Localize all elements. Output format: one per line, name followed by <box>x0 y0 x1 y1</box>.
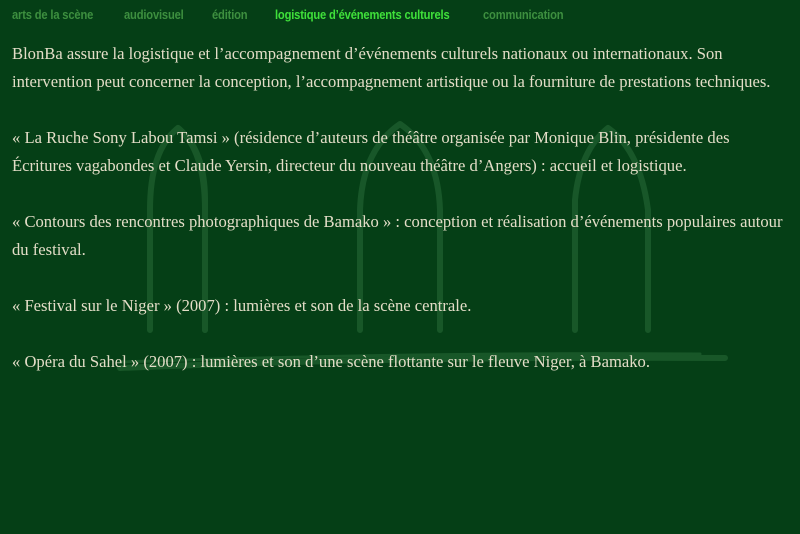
nav-item-logistique-evenements-culturels[interactable]: logistique d’événements culturels <box>275 7 450 22</box>
nav-item-arts-de-la-scene[interactable]: arts de la scène <box>12 7 94 22</box>
nav-item-edition[interactable]: édition <box>212 7 248 22</box>
event-item-opera-du-sahel: « Opéra du Sahel » (2007) : lumières et son d’une scène flottante sur le fleuve Niger, à Bamako. <box>12 352 650 371</box>
nav-item-audiovisuel[interactable]: audiovisuel <box>124 7 184 22</box>
main-content <box>12 40 792 404</box>
nav-item-communication[interactable]: communication <box>483 7 564 22</box>
intro-paragraph: BlonBa assure la logistique et l’accompagnement d’événements culturels nationaux ou internationaux. Son intervention peut concerner la conception, l’accompagnement artistique ou la fourniture de prestations techniques. <box>12 44 771 91</box>
top-navigation <box>12 7 583 25</box>
event-item-contours: « Contours des rencontres photographiques de Bamako » : conception et réalisation d’événements populaires autour du festival. <box>12 212 783 259</box>
event-item-festival-sur-le-niger: « Festival sur le Niger » (2007) : lumières et son de la scène centrale. <box>12 296 472 315</box>
event-item-la-ruche: « La Ruche Sony Labou Tamsi » (résidence d’auteurs de théâtre organisée par Monique Blin, présidente des Écritures vagabondes et Claude Yersin, directeur du nouveau théâtre d’Angers) : accueil et logistique. <box>12 128 730 175</box>
